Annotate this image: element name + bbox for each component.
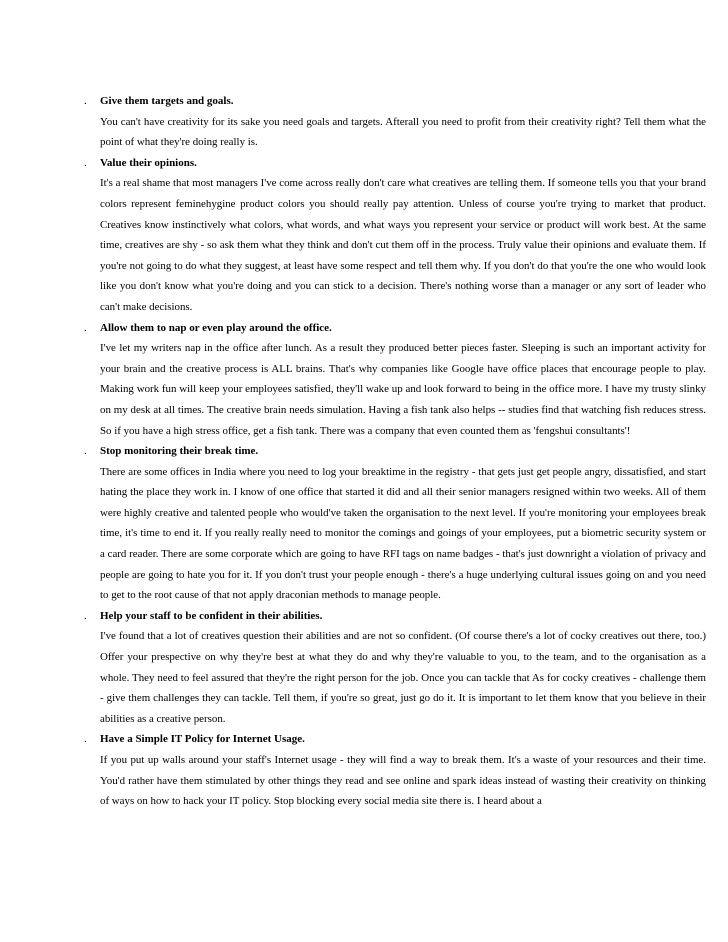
list-item bbox=[0, 441, 728, 606]
section-body: It's a real shame that most managers I've come across really don't care what creatives are telling them. If someone tells you that your brand colors represent feminehygine product colors you should really pay attention. Unless of course you're trying to market that product. Creatives know instinctively what colors, what words, and what ways you represent your service or product will work best. At the same time, creatives are shy - so ask them what they think and don't cut them off in the process. Truly value their opinions and evaluate them. If you're not going to do what they suggest, at least have some respect and tell them why. If you don't do that you're the one who would look like you don't know what you're doing and you can stick to a decision. There's nothing worse than a manager or any sort of leader who can't make decisions. bbox=[100, 177, 706, 313]
section-heading: Have a Simple IT Policy for Internet Usage. bbox=[100, 733, 305, 746]
section-heading: Stop monitoring their break time. bbox=[100, 445, 259, 458]
section-body: If you put up walls around your staff's Internet usage - they will find a way to break them. It's a waste of your resources and their time. You'd rather have them stimulated by other things they read and see online and spark ideas instead of wasting their creativity on thinking of ways on how to hack your IT policy. Stop blocking every social media site there is. I heard about a bbox=[100, 754, 706, 808]
section-heading: Give them targets and goals. bbox=[100, 95, 234, 107]
bullet-marker: . bbox=[84, 445, 87, 458]
bullet-marker: . bbox=[84, 609, 87, 622]
list-item bbox=[0, 318, 728, 442]
document-page bbox=[0, 91, 728, 812]
bullet-marker: . bbox=[84, 321, 87, 334]
list-item bbox=[0, 153, 728, 318]
section-heading: Allow them to nap or even play around the office. bbox=[100, 321, 332, 334]
section-heading: Help your staff to be confident in their abilities. bbox=[100, 609, 323, 622]
list-item bbox=[0, 91, 728, 153]
bullet-marker: . bbox=[84, 733, 87, 746]
section-body: I've let my writers nap in the office after lunch. As a result they produced better pieces faster. Sleeping is such an important activity for your brain and the creative process is ALL brains. That's why companies like Google have office places that encourage people to play. Making work fun will keep your employees satisfied, they'll wake up and look forward to being in the office more. I have my trusty slinky on my desk at all times. The creative brain needs simulation. Having a fish tank also helps -- studies find that watching fish reduces stress. So if you have a high stress office, get a fish tank. There was a company that even counted them as 'fengshui consultants'! bbox=[100, 342, 706, 437]
bullet-marker: . bbox=[84, 156, 87, 169]
section-body: There are some offices in India where you need to log your breaktime in the registry - that gets just get people angry, dissatisfied, and start hating the place they work in. I know of one office that started it did and all their senior managers resigned within two weeks. All of them were highly creative and talented people who would've taken the organisation to the next level. If you're monitoring your employees break time, it's time to end it. If you really really need to monitor the comings and goings of your employees, put a biometric security system or a card reader. There are some corporate which are going to have RFI tags on name badges - that's just downright a violation of privacy and people are going to hate you for it. If you don't trust your people enough - there's a huge underlying cultural issues going on and you need to get to the root cause of that not apply draconian methods to manage people. bbox=[100, 465, 706, 602]
section-body: I've found that a lot of creatives question their abilities and are not so confident. (Of course there's a lot of cocky creatives out there, too.) Offer your prespective on why they're best at what they do and why they're valuable to you, to the team, and to the organisation as a whole. They need to feel assured that they're the right person for the job. Once you can tackle that As for cocky creatives - challenge them - give them challenges they can tackle. Tell them, if you're so great, just go do it. It is important to let them know that you believe in their abilities as a creative person. bbox=[100, 630, 706, 725]
section-body: You can't have creativity for its sake you need goals and targets. Afterall you need to profit from their creativity right? Tell them what the point of what they're doing really is. bbox=[100, 115, 706, 149]
list-item bbox=[0, 606, 728, 730]
list-item bbox=[0, 729, 728, 811]
section-heading: Value their opinions. bbox=[100, 156, 197, 169]
bullet-marker: . bbox=[84, 95, 87, 107]
